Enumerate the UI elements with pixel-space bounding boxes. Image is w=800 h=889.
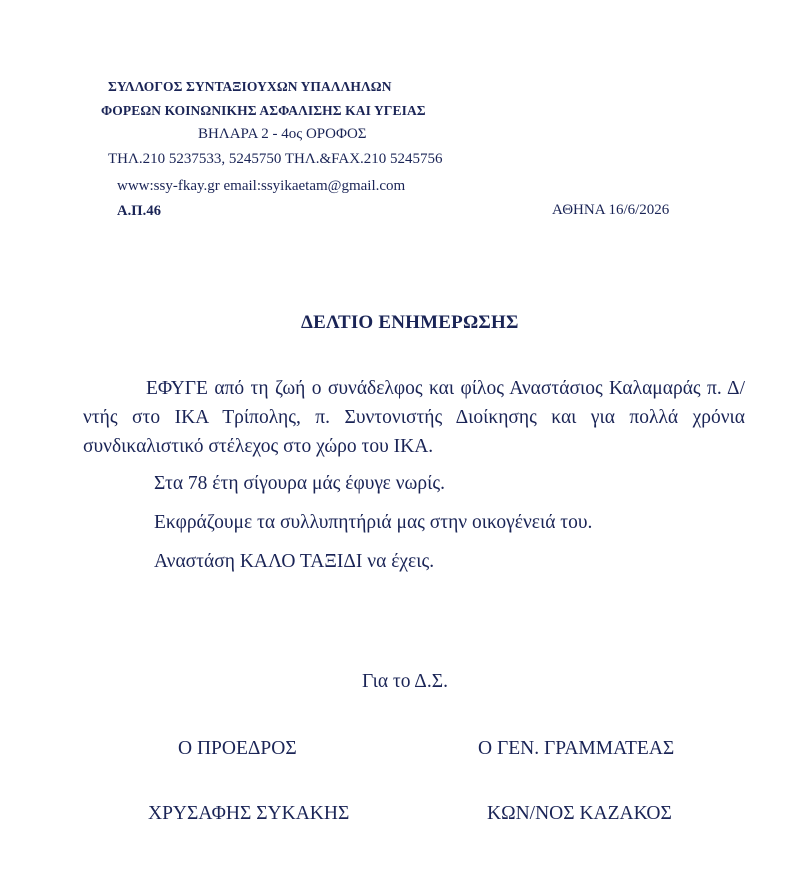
body-line-condolences: Εκφράζουμε τα συλλυπητήριά μας στην οικογένειά του. <box>154 512 593 533</box>
president-name: ΧΡΥΣΑΦΗΣ ΣΥΚΑΚΗΣ <box>148 803 350 824</box>
reference-number: Α.Π.46 <box>117 203 162 219</box>
body-line-age: Στα 78 έτη σίγουρα μάς έφυγε νωρίς. <box>154 473 445 494</box>
president-title: Ο ΠΡΟΕΔΡΟΣ <box>178 738 297 759</box>
organization-name-line2: ΦΟΡΕΩΝ ΚΟΙΝΩΝΙΚΗΣ ΑΣΦΑΛΙΣΗΣ ΚΑΙ ΥΓΕΙΑΣ <box>101 103 426 118</box>
secretary-name: ΚΩΝ/ΝΟΣ ΚΑΖΑΚΟΣ <box>487 803 672 824</box>
announcement-paragraph: ΕΦΥΓΕ από τη ζωή ο συνάδελφος και φίλος Αναστάσιος Καλαμαράς π. Δ/ντής στο ΙΚΑ Τρίπολης, π. Συντονιστής Διοίκησης και για πολλά χρόνια συνδικαλιστικό στέλεχος στο χώρο του ΙΚΑ. <box>83 378 745 457</box>
bulletin-title: ΔΕΛΤΙΟ ΕΝΗΜΕΡΩΣΗΣ <box>301 312 519 333</box>
organization-name-line1: ΣΥΛΛΟΓΟΣ ΣΥΝΤΑΞΙΟΥΧΩΝ ΥΠΑΛΛΗΛΩΝ <box>108 79 392 94</box>
organization-web-email: www:ssy-fkay.gr email:ssyikaetam@gmail.com <box>117 178 406 194</box>
board-label: Για το Δ.Σ. <box>362 671 448 692</box>
place-and-date: ΑΘΗΝΑ 16/6/2026 <box>552 202 670 218</box>
organization-phones: ΤΗΛ.210 5237533, 5245750 ΤΗΛ.&FAX.210 5245756 <box>108 151 443 167</box>
secretary-title: Ο ΓΕΝ. ΓΡΑΜΜΑΤΕΑΣ <box>478 738 675 759</box>
body-line-farewell: Αναστάση ΚΑΛΟ ΤΑΞΙΔΙ να έχεις. <box>154 551 435 572</box>
organization-address: ΒΗΛΑΡΑ 2 - 4ος ΟΡΟΦΟΣ <box>198 126 367 142</box>
